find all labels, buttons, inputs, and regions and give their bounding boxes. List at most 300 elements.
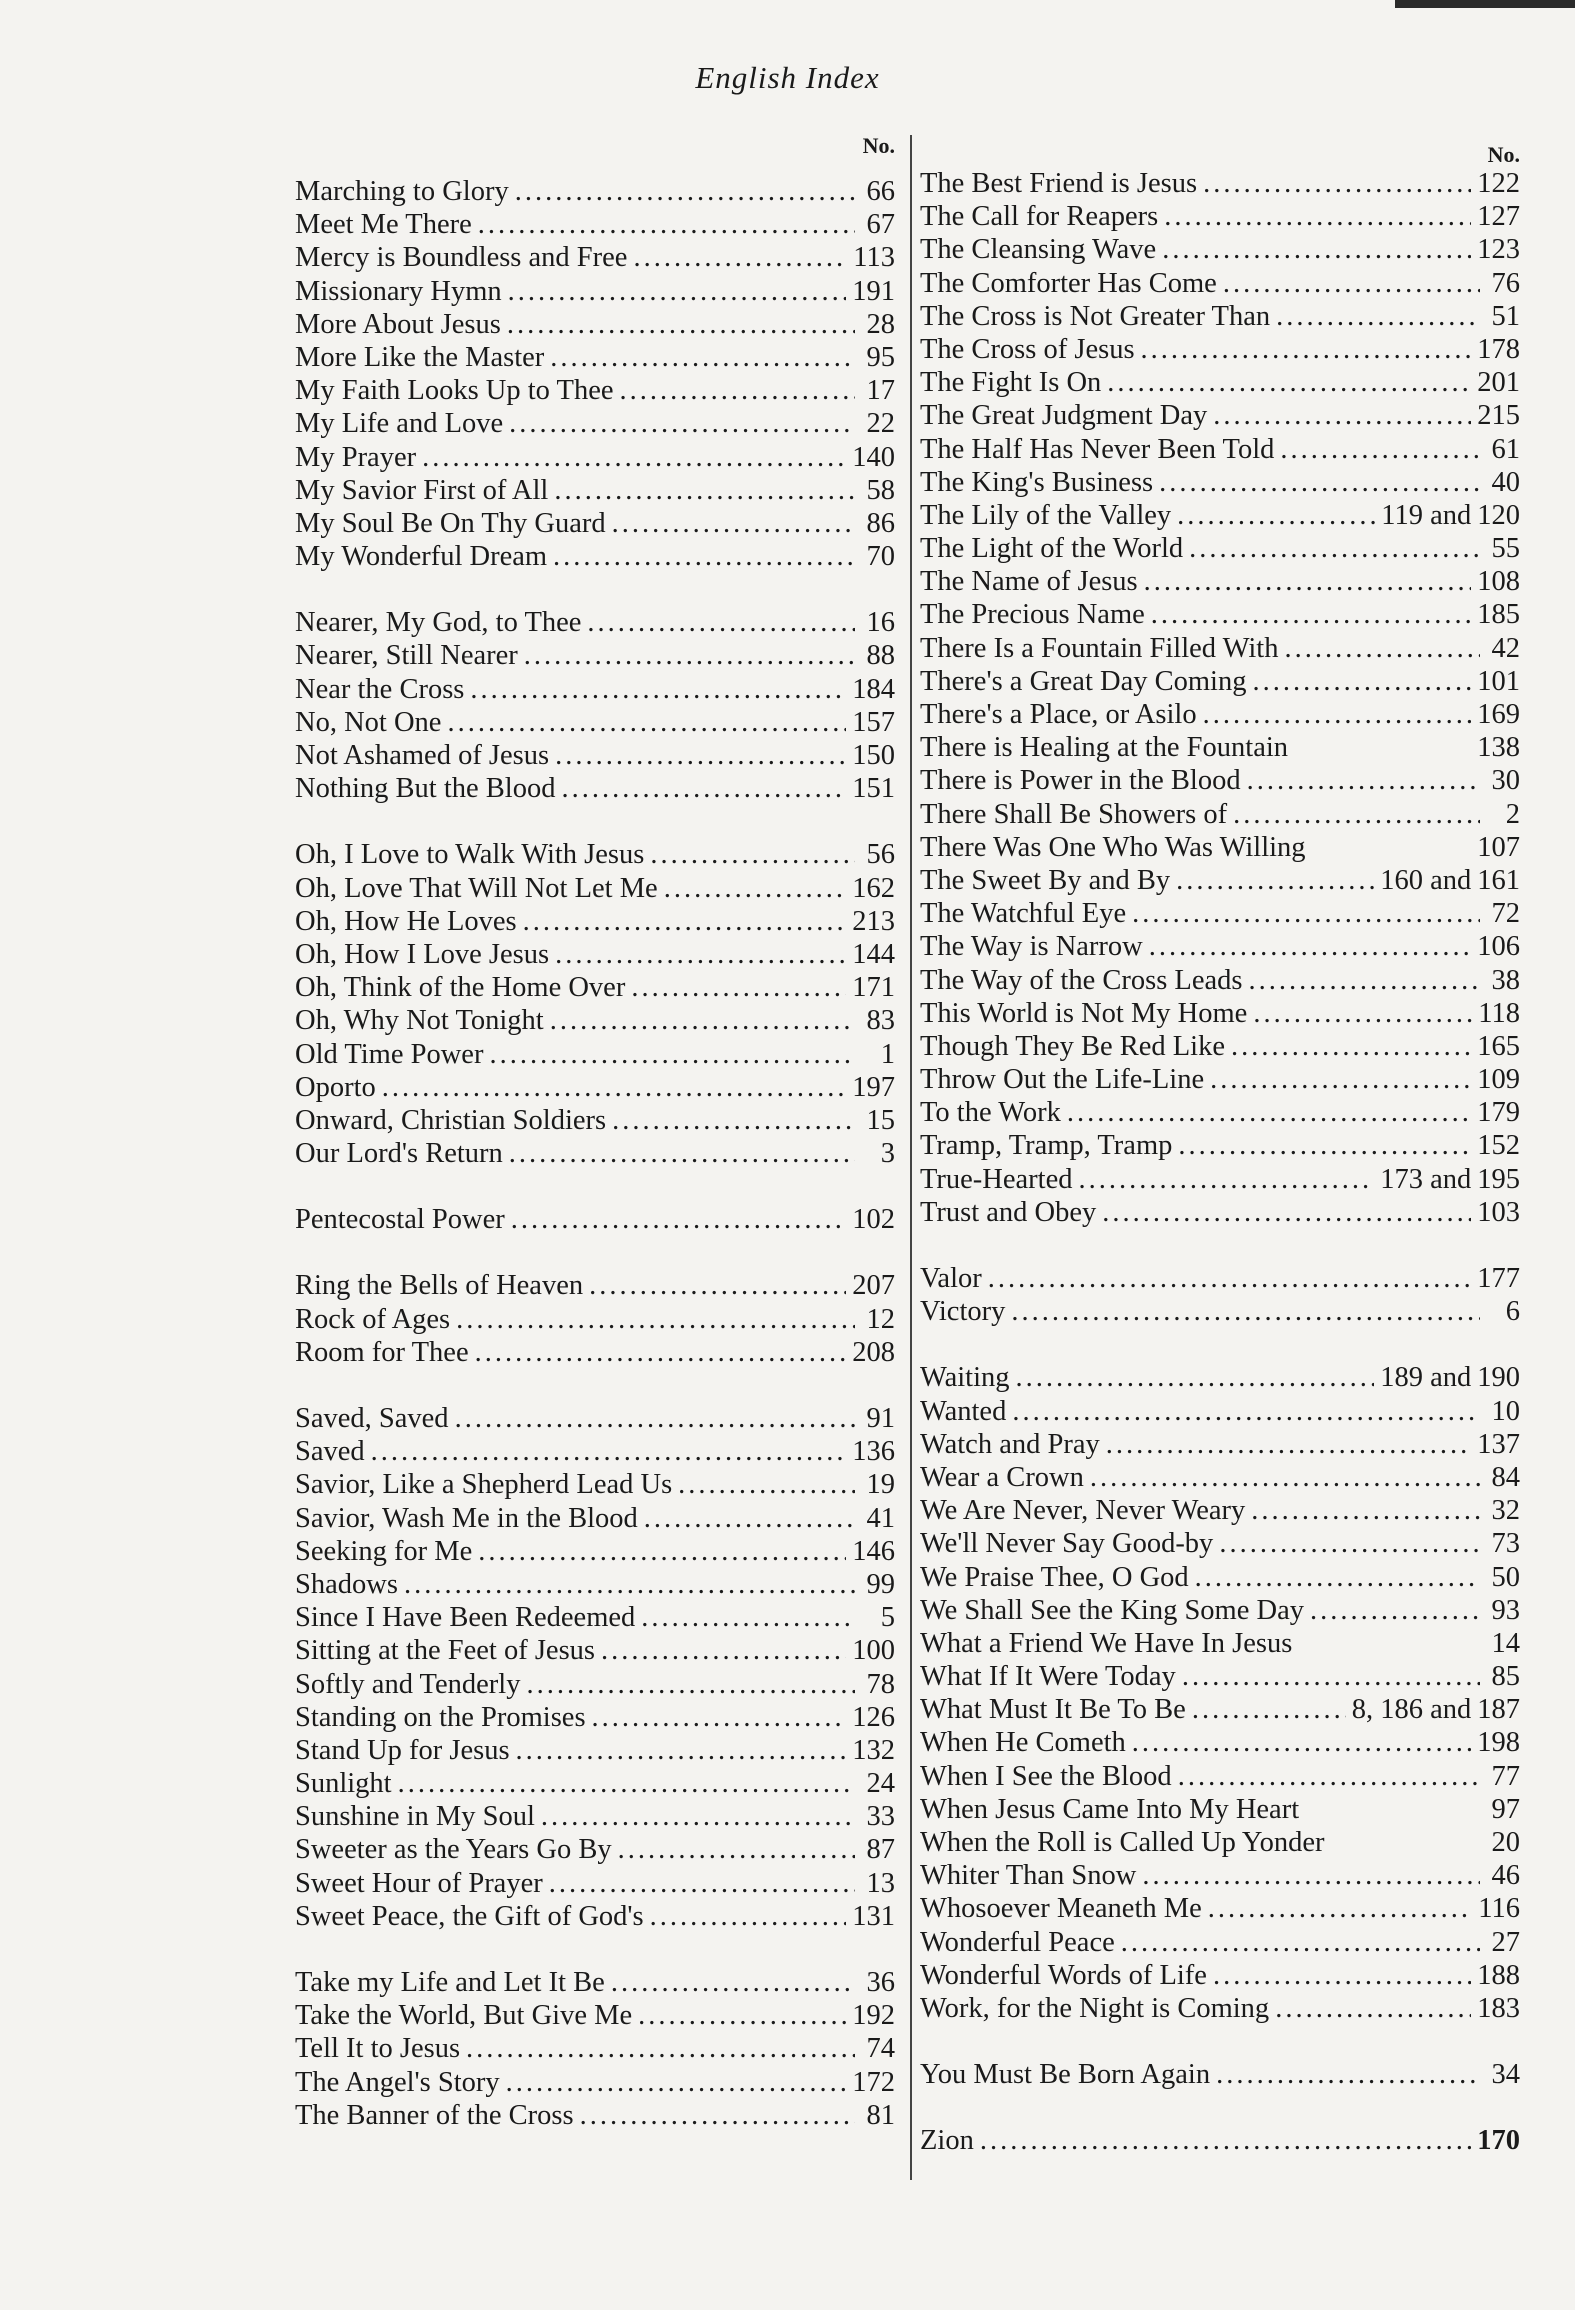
index-entry — [920, 1793, 1520, 1826]
index-entry — [295, 1104, 895, 1137]
entry-number: 140 — [852, 441, 895, 473]
index-entry — [920, 565, 1520, 598]
entry-number: 24 — [866, 1768, 895, 1800]
entry-number: 28 — [866, 308, 895, 340]
dot-leader — [618, 1833, 855, 1866]
index-entry — [920, 333, 1520, 366]
index-entry — [920, 1096, 1520, 1129]
index-entry — [920, 300, 1520, 333]
dot-leader — [1280, 433, 1480, 466]
entry-title: Meet Me There — [295, 209, 472, 241]
dot-leader — [398, 1767, 855, 1800]
entry-number: 22 — [866, 408, 895, 440]
index-entry — [920, 1760, 1520, 1793]
dot-leader — [988, 1262, 1472, 1295]
index-entry — [920, 1826, 1520, 1859]
index-entry — [295, 1435, 895, 1468]
entry-title: Trust and Obey — [920, 1196, 1097, 1228]
entry-title: The Way is Narrow — [920, 931, 1143, 963]
dot-leader — [1252, 665, 1471, 698]
dot-leader — [1247, 764, 1480, 797]
index-entry — [295, 1701, 895, 1734]
entry-number: 15 — [866, 1104, 895, 1136]
entry-number: 13 — [866, 1867, 895, 1899]
entry-title: Nothing But the Blood — [295, 773, 556, 805]
dot-leader — [553, 540, 855, 573]
entry-title: Sunshine in My Soul — [295, 1801, 535, 1833]
dot-leader — [611, 1966, 855, 1999]
index-entry — [295, 1900, 895, 1933]
index-entry — [920, 233, 1520, 266]
index-entry — [920, 499, 1520, 532]
index-entry — [920, 2124, 1520, 2157]
index-entry — [295, 2032, 895, 2065]
entry-number: 178 — [1477, 333, 1520, 365]
dot-leader — [1219, 1527, 1480, 1560]
entry-title: The Banner of the Cross — [295, 2099, 574, 2131]
index-entry — [920, 433, 1520, 466]
index-entry — [920, 864, 1520, 897]
entry-number: 16 — [866, 607, 895, 639]
dot-leader — [447, 706, 846, 739]
entry-title: Tell It to Jesus — [295, 2033, 461, 2065]
entry-number: 12 — [866, 1303, 895, 1335]
entry-number: 34 — [1491, 2059, 1520, 2091]
entry-number: 27 — [1491, 1926, 1520, 1958]
dot-leader — [592, 1701, 847, 1734]
entry-number: 152 — [1477, 1130, 1520, 1162]
dot-leader — [580, 2099, 855, 2132]
entry-title: There Was One Who Was Willing — [920, 831, 1306, 863]
entry-number: 106 — [1477, 931, 1520, 963]
entry-title: The Way of the Cross Leads — [920, 964, 1243, 996]
entry-title: Wear a Crown — [920, 1461, 1084, 1493]
entry-title: Stand Up for Jesus — [295, 1734, 510, 1766]
dot-leader — [1253, 997, 1472, 1030]
index-entry — [295, 407, 895, 440]
entry-title: The Half Has Never Been Told — [920, 433, 1275, 465]
index-entry — [920, 930, 1520, 963]
index-entry — [920, 1627, 1520, 1660]
dot-leader — [1210, 1063, 1471, 1096]
entry-title: The Cross is Not Greater Than — [920, 300, 1271, 332]
dot-leader — [633, 241, 847, 274]
entry-number: 165 — [1477, 1030, 1520, 1062]
index-entry — [295, 1966, 895, 1999]
entry-number: 184 — [852, 673, 895, 705]
index-entry — [920, 2058, 1520, 2091]
dot-leader — [631, 971, 846, 1004]
entry-number: 51 — [1491, 300, 1520, 332]
index-entry — [920, 731, 1520, 764]
index-entry — [295, 1634, 895, 1667]
dot-leader — [1213, 1959, 1471, 1992]
entry-title: Wonderful Words of Life — [920, 1959, 1207, 1991]
index-entry — [920, 632, 1520, 665]
dot-leader — [612, 1104, 855, 1137]
entry-number: 172 — [852, 2066, 895, 2098]
entry-alt-number: 160 and — [1380, 864, 1472, 896]
entry-title: Nearer, Still Nearer — [295, 640, 518, 672]
entry-title: My Faith Looks Up to Thee — [295, 375, 614, 407]
dot-leader — [1142, 1859, 1480, 1892]
entry-title: The Name of Jesus — [920, 566, 1138, 598]
entry-number: 38 — [1491, 964, 1520, 996]
entry-title: More Like the Master — [295, 341, 545, 373]
entry-title: Saved, Saved — [295, 1403, 449, 1434]
entry-number: 208 — [852, 1336, 895, 1368]
entry-title: You Must Be Born Again — [920, 2059, 1211, 2091]
index-entry — [920, 1361, 1520, 1394]
index-entry — [920, 1594, 1520, 1627]
entry-number: 190 — [1477, 1362, 1520, 1394]
dot-leader — [1177, 499, 1375, 532]
entry-title: Wonderful Peace — [920, 1926, 1115, 1958]
index-entry — [920, 1992, 1520, 2025]
entry-number: 191 — [852, 275, 895, 307]
index-entry — [920, 1030, 1520, 1063]
entry-number: 169 — [1477, 699, 1520, 730]
dot-leader — [382, 1071, 847, 1104]
entry-title: The Great Judgment Day — [920, 400, 1208, 432]
entry-title: My Life and Love — [295, 408, 504, 440]
dot-leader — [1216, 2058, 1480, 2091]
dot-leader — [555, 938, 846, 971]
dot-leader — [612, 507, 855, 540]
entry-title: When Jesus Came Into My Heart — [920, 1793, 1300, 1825]
index-entry — [920, 764, 1520, 797]
entry-title: Oh, How I Love Jesus — [295, 938, 550, 970]
dot-leader — [1248, 964, 1480, 997]
entry-number: 107 — [1477, 831, 1520, 863]
entry-number: 42 — [1491, 632, 1520, 664]
index-entry — [920, 1693, 1520, 1726]
entry-number: 215 — [1477, 400, 1520, 432]
dot-leader — [1276, 300, 1480, 333]
entry-number: 85 — [1491, 1661, 1520, 1693]
dot-leader — [455, 1402, 855, 1435]
entry-number: 99 — [866, 1568, 895, 1600]
entry-number: 177 — [1477, 1263, 1520, 1294]
entry-number: 116 — [1478, 1893, 1520, 1925]
entry-number: 102 — [852, 1204, 895, 1236]
entry-title: Pentecostal Power — [295, 1204, 505, 1236]
entry-number: 41 — [866, 1502, 895, 1534]
entry-number: 136 — [852, 1436, 895, 1468]
index-entry — [920, 1063, 1520, 1096]
index-entry — [295, 1269, 895, 1302]
index-entry — [920, 466, 1520, 499]
entry-title: Take the World, But Give Me — [295, 2000, 633, 2032]
entry-title: Marching to Glory — [295, 176, 509, 207]
entry-title: Savior, Wash Me in the Blood — [295, 1502, 638, 1534]
dot-leader — [1102, 1196, 1471, 1229]
dot-leader — [587, 606, 855, 639]
index-entry — [295, 1502, 895, 1535]
dot-leader — [1203, 167, 1471, 200]
dot-leader — [650, 838, 855, 871]
dot-leader — [641, 1601, 855, 1634]
entry-title: Old Time Power — [295, 1038, 484, 1070]
entry-number: 14 — [1491, 1627, 1520, 1659]
index-entry — [920, 698, 1520, 731]
entry-number: 195 — [1477, 1163, 1520, 1195]
index-entry — [295, 1303, 895, 1336]
index-entry — [295, 2099, 895, 2132]
entry-title: When the Roll is Called Up Yonder — [920, 1827, 1325, 1858]
entry-title: We'll Never Say Good-by — [920, 1528, 1214, 1560]
dot-leader — [1178, 1129, 1471, 1162]
index-entry — [920, 532, 1520, 565]
entry-title: Near the Cross — [295, 673, 465, 705]
entry-number: 103 — [1477, 1196, 1520, 1228]
entry-number: 97 — [1491, 1793, 1520, 1825]
dot-leader — [650, 1900, 847, 1933]
dot-leader — [1159, 466, 1480, 499]
entry-title: True-Hearted — [920, 1163, 1073, 1195]
entry-alt-number: 8, 186 and — [1351, 1694, 1472, 1726]
entry-number: 109 — [1477, 1064, 1520, 1096]
index-entry — [295, 1402, 895, 1435]
entry-number: 95 — [866, 341, 895, 373]
index-entry — [920, 1926, 1520, 1959]
dot-leader — [541, 1800, 855, 1833]
index-entry — [920, 1262, 1520, 1295]
index-entry — [920, 366, 1520, 399]
entry-number: 30 — [1491, 765, 1520, 797]
entry-alt-number: 189 and — [1380, 1362, 1472, 1394]
entry-number: 78 — [866, 1668, 895, 1700]
entry-title: The Cross of Jesus — [920, 333, 1135, 365]
dot-leader — [550, 341, 855, 374]
entry-number: 67 — [866, 209, 895, 241]
dot-leader — [1195, 1561, 1480, 1594]
entry-title: More About Jesus — [295, 308, 501, 340]
entry-title: When I See the Blood — [920, 1760, 1172, 1792]
entry-title: The Comforter Has Come — [920, 267, 1217, 299]
index-entry — [920, 399, 1520, 432]
entry-number: 197 — [852, 1071, 895, 1103]
entry-number: 56 — [866, 839, 895, 871]
entry-title: Oporto — [295, 1071, 376, 1103]
dot-leader — [1284, 632, 1480, 665]
entry-title: Wanted — [920, 1395, 1007, 1427]
entry-number: 179 — [1477, 1097, 1520, 1129]
entry-number: 137 — [1477, 1428, 1520, 1460]
entry-number: 87 — [866, 1834, 895, 1866]
dot-leader — [1213, 399, 1471, 432]
entry-alt-number: 119 and — [1381, 499, 1472, 531]
entry-number: 83 — [866, 1005, 895, 1037]
entry-title: We Are Never, Never Weary — [920, 1495, 1246, 1527]
entry-title: There's a Place, or Asilo — [920, 699, 1197, 730]
entry-number: 1 — [880, 1038, 895, 1070]
entry-number: 81 — [866, 2099, 895, 2131]
index-entry — [295, 1601, 895, 1634]
index-entry — [295, 1999, 895, 2032]
entry-number: 2 — [1505, 798, 1520, 830]
entry-title: Tramp, Tramp, Tramp — [920, 1130, 1173, 1162]
index-entry — [920, 1295, 1520, 1328]
dot-leader — [523, 905, 847, 938]
entry-number: 58 — [866, 474, 895, 506]
entry-number: 19 — [866, 1469, 895, 1501]
index-entry — [295, 838, 895, 871]
dot-leader — [1012, 1395, 1480, 1428]
entry-title: The Sweet By and By — [920, 864, 1171, 896]
dot-leader — [507, 308, 855, 341]
entry-number: 187 — [1477, 1694, 1520, 1726]
entry-number: 161 — [1477, 864, 1520, 896]
entry-title: Waiting — [920, 1362, 1010, 1394]
number-column-header: No. — [862, 133, 895, 158]
entry-number: 33 — [866, 1801, 895, 1833]
index-entry — [295, 540, 895, 573]
entry-number: 132 — [852, 1734, 895, 1766]
index-entry — [920, 1129, 1520, 1162]
index-entry — [920, 964, 1520, 997]
entry-number: 32 — [1491, 1495, 1520, 1527]
index-entry — [920, 200, 1520, 233]
entry-number: 113 — [853, 242, 895, 274]
dot-leader — [1107, 366, 1471, 399]
entry-number: 101 — [1477, 665, 1520, 697]
dot-leader — [549, 1867, 855, 1900]
index-entry-list — [295, 175, 895, 2132]
index-entry — [295, 1535, 895, 1568]
dot-leader — [678, 1468, 855, 1501]
entry-title: There's a Great Day Coming — [920, 665, 1247, 697]
index-entry — [920, 267, 1520, 300]
entry-number: 76 — [1491, 267, 1520, 299]
index-entry — [295, 1336, 895, 1369]
dot-leader — [1078, 1163, 1374, 1196]
entry-number: 6 — [1505, 1296, 1520, 1328]
entry-number: 162 — [852, 872, 895, 904]
dot-leader — [509, 407, 855, 440]
dot-leader — [1067, 1096, 1471, 1129]
entry-title: Sitting at the Feet of Jesus — [295, 1635, 596, 1667]
index-entry — [295, 1203, 895, 1236]
dot-leader — [371, 1435, 847, 1468]
dot-leader — [1162, 233, 1471, 266]
dot-leader — [1223, 267, 1480, 300]
entry-number: 207 — [852, 1270, 895, 1302]
entry-title: Whiter Than Snow — [920, 1860, 1137, 1892]
number-column-header: No. — [1487, 142, 1520, 167]
entry-title: We Shall See the King Some Day — [920, 1594, 1304, 1626]
entry-title: Work, for the Night is Coming — [920, 1992, 1270, 2024]
entry-number: 118 — [1478, 997, 1520, 1029]
entry-number: 213 — [852, 905, 895, 937]
top-edge-mark — [1395, 0, 1575, 8]
dot-leader — [1178, 1760, 1480, 1793]
entry-title: The Cleansing Wave — [920, 234, 1157, 266]
index-entry — [295, 1038, 895, 1071]
entry-title: What Must It Be To Be — [920, 1694, 1186, 1726]
dot-leader — [1132, 897, 1480, 930]
entry-title: The Call for Reapers — [920, 201, 1159, 233]
index-entry — [920, 798, 1520, 831]
index-entry — [920, 897, 1520, 930]
entry-number: 55 — [1491, 533, 1520, 565]
entry-number: 100 — [852, 1635, 895, 1667]
index-entry — [920, 1527, 1520, 1560]
entry-number: 46 — [1491, 1860, 1520, 1892]
dot-leader — [1251, 1494, 1480, 1527]
entry-title: What a Friend We Have In Jesus — [920, 1627, 1293, 1659]
entry-title: To the Work — [920, 1097, 1061, 1129]
index-entry-list — [920, 167, 1520, 2158]
dot-leader — [478, 208, 855, 241]
entry-title: Sweeter as the Years Go By — [295, 1834, 612, 1866]
index-entry — [920, 1494, 1520, 1527]
entry-number: 74 — [866, 2033, 895, 2065]
entry-number: 84 — [1491, 1461, 1520, 1493]
entry-number: 144 — [852, 938, 895, 970]
dot-leader — [1016, 1361, 1375, 1394]
entry-title: No, Not One — [295, 706, 442, 738]
dot-leader — [1151, 598, 1471, 631]
entry-title: Mercy is Boundless and Free — [295, 242, 628, 274]
entry-number: 88 — [866, 640, 895, 672]
index-entry — [295, 1833, 895, 1866]
entry-title: Whosoever Meaneth Me — [920, 1893, 1202, 1925]
dot-leader — [516, 1734, 847, 1767]
entry-number: 10 — [1491, 1395, 1520, 1427]
index-entry — [920, 1660, 1520, 1693]
entry-number: 3 — [880, 1138, 895, 1170]
entry-title: Saved — [295, 1436, 365, 1468]
dot-leader — [555, 739, 846, 772]
entry-title: Oh, Think of the Home Over — [295, 972, 626, 1004]
entry-number: 72 — [1491, 898, 1520, 930]
dot-leader — [511, 1203, 847, 1236]
entry-title: Softly and Tenderly — [295, 1668, 521, 1700]
entry-number: 70 — [866, 541, 895, 573]
dot-leader — [1149, 930, 1472, 963]
entry-number: 183 — [1477, 1992, 1520, 2024]
entry-title: Onward, Christian Soldiers — [295, 1104, 607, 1136]
index-entry — [920, 1859, 1520, 1892]
dot-leader — [475, 1336, 847, 1369]
dot-leader — [1132, 1726, 1471, 1759]
index-entry — [295, 175, 895, 208]
index-entry — [295, 706, 895, 739]
dot-leader — [1231, 1030, 1471, 1063]
index-entry — [295, 1767, 895, 1800]
index-entry — [920, 997, 1520, 1030]
entry-title: We Praise Thee, O God — [920, 1561, 1189, 1593]
entry-title: Seeking for Me — [295, 1535, 473, 1567]
entry-title: Ring the Bells of Heaven — [295, 1270, 584, 1302]
entry-title: There Is a Fountain Filled With — [920, 632, 1279, 664]
entry-number: 151 — [852, 773, 895, 805]
dot-leader — [1310, 1594, 1480, 1627]
dot-leader — [589, 1269, 846, 1302]
entry-title: Oh, I Love to Walk With Jesus — [295, 839, 645, 871]
index-entry — [295, 1137, 895, 1170]
index-entry — [295, 275, 895, 308]
entry-number: 171 — [852, 972, 895, 1004]
entry-title: Take my Life and Let It Be — [295, 1967, 605, 1998]
index-entry — [295, 639, 895, 672]
entry-number: 77 — [1491, 1760, 1520, 1792]
index-entry — [295, 1668, 895, 1701]
entry-title: The Precious Name — [920, 599, 1145, 631]
entry-number: 127 — [1477, 201, 1520, 233]
dot-leader — [554, 474, 855, 507]
